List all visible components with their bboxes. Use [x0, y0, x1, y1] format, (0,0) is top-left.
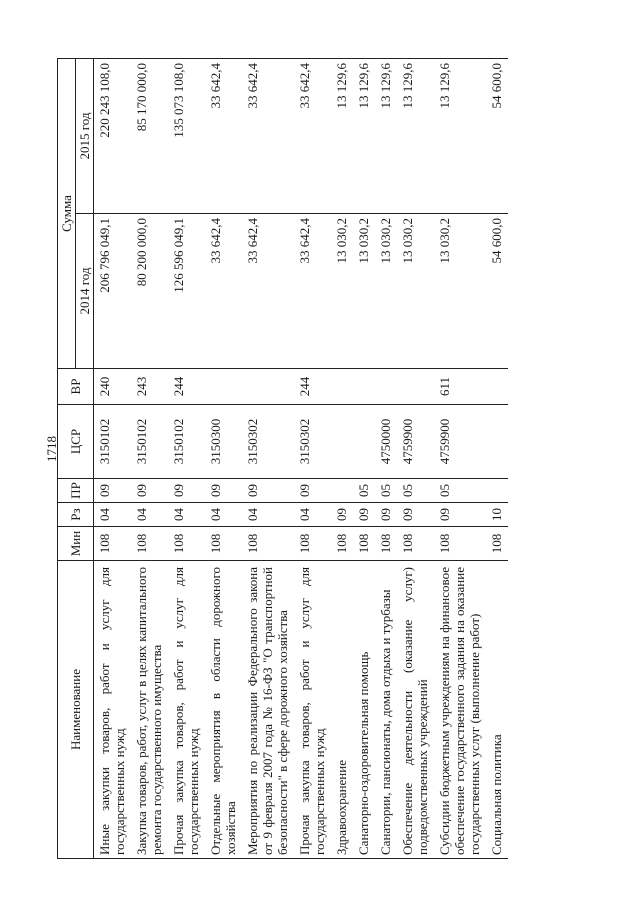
- row-pr: 09: [294, 479, 331, 503]
- row-csr: 3150102: [131, 405, 168, 479]
- row-rz: 04: [168, 503, 205, 527]
- row-sum-2015: 33 642,4: [205, 59, 242, 214]
- budget-table: [57, 58, 508, 859]
- header-min: Мин: [58, 527, 94, 561]
- row-csr: 4750000: [375, 405, 397, 479]
- row-vr: [353, 369, 375, 405]
- row-sum-2015: 135 073 108,0: [168, 59, 205, 214]
- row-rz: 04: [294, 503, 331, 527]
- row-vr: [397, 369, 434, 405]
- table-row: [205, 59, 242, 859]
- row-min: 108: [94, 527, 132, 561]
- row-sum-2014: 13 030,2: [375, 214, 397, 369]
- table-row: [434, 59, 486, 859]
- row-sum-2014: 126 596 049,1: [168, 214, 205, 369]
- row-min: 108: [486, 527, 508, 561]
- row-sum-2015: 13 129,6: [353, 59, 375, 214]
- row-rz: 09: [353, 503, 375, 527]
- row-sum-2015: 33 642,4: [242, 59, 294, 214]
- row-min: 108: [375, 527, 397, 561]
- header-rz: Рз: [58, 503, 94, 527]
- table-row: [486, 59, 508, 859]
- row-csr: 3150300: [205, 405, 242, 479]
- row-csr: [486, 405, 508, 479]
- row-rz: 09: [397, 503, 434, 527]
- row-min: 108: [168, 527, 205, 561]
- row-vr: 240: [94, 369, 132, 405]
- row-vr: 243: [131, 369, 168, 405]
- row-name: Отдельные мероприятия в области дорожного хозяйства: [205, 561, 242, 859]
- row-vr: [375, 369, 397, 405]
- page-number: 1718: [44, 436, 59, 462]
- row-min: 108: [294, 527, 331, 561]
- row-name: Субсидии бюджетным учреждениям на финансовое обеспечение государственного задания на оказание государственных услуг (выполнение работ): [434, 561, 486, 859]
- rotated-page-content: [57, 59, 557, 859]
- row-name: Здравоохранение: [331, 561, 353, 859]
- row-vr: [205, 369, 242, 405]
- row-name: Обеспечение деятельности (оказание услуг) подведомственных учреждений: [397, 561, 434, 859]
- row-sum-2015: 85 170 000,0: [131, 59, 168, 214]
- row-vr: 244: [168, 369, 205, 405]
- row-sum-2014: 13 030,2: [397, 214, 434, 369]
- row-sum-2015: 220 243 108,0: [94, 59, 132, 214]
- table-row: [353, 59, 375, 859]
- row-sum-2014: 13 030,2: [331, 214, 353, 369]
- row-csr: 3150302: [294, 405, 331, 479]
- table-row: [131, 59, 168, 859]
- header-year-2014: 2014 год: [76, 214, 94, 369]
- table-row: [168, 59, 205, 859]
- row-pr: 09: [168, 479, 205, 503]
- row-rz: 04: [94, 503, 132, 527]
- row-csr: [331, 405, 353, 479]
- row-min: 108: [131, 527, 168, 561]
- row-sum-2014: 33 642,4: [294, 214, 331, 369]
- row-sum-2014: 54 600,0: [486, 214, 508, 369]
- row-sum-2014: 80 200 000,0: [131, 214, 168, 369]
- row-vr: [331, 369, 353, 405]
- row-min: 108: [397, 527, 434, 561]
- row-pr: 05: [353, 479, 375, 503]
- table-row: [294, 59, 331, 859]
- row-pr: 05: [434, 479, 486, 503]
- row-min: 108: [331, 527, 353, 561]
- row-rz: 09: [434, 503, 486, 527]
- row-name: Социальная политика: [486, 561, 508, 859]
- row-vr: 244: [294, 369, 331, 405]
- row-name: Прочая закупка товаров, работ и услуг для государственных нужд: [294, 561, 331, 859]
- row-sum-2014: 13 030,2: [434, 214, 486, 369]
- row-sum-2014: 33 642,4: [205, 214, 242, 369]
- row-csr: 4759900: [434, 405, 486, 479]
- row-vr: 611: [434, 369, 486, 405]
- row-sum-2015: 13 129,6: [434, 59, 486, 214]
- row-name: Прочая закупка товаров, работ и услуг для государственных нужд: [168, 561, 205, 859]
- row-csr: [353, 405, 375, 479]
- row-sum-2014: 33 642,4: [242, 214, 294, 369]
- row-rz: 04: [205, 503, 242, 527]
- header-name: Наименование: [58, 561, 94, 859]
- row-vr: [486, 369, 508, 405]
- row-name: Мероприятия по реализации Федерального закона от 9 февраля 2007 года № 16-ФЗ "О транспортной безопасности" в сфере дорожного хозяйства: [242, 561, 294, 859]
- row-sum-2015: 54 600,0: [486, 59, 508, 214]
- row-rz: 04: [131, 503, 168, 527]
- row-sum-2014: 13 030,2: [353, 214, 375, 369]
- header-year-2015: 2015 год: [76, 59, 94, 214]
- table-row: [94, 59, 132, 859]
- header-pr: ПР: [58, 479, 94, 503]
- row-name: Закупка товаров, работ, услуг в целях капитального ремонта государственного имущества: [131, 561, 168, 859]
- row-pr: [331, 479, 353, 503]
- row-sum-2015: 13 129,6: [331, 59, 353, 214]
- row-min: 108: [353, 527, 375, 561]
- row-rz: 10: [486, 503, 508, 527]
- row-rz: 09: [375, 503, 397, 527]
- header-vr: ВР: [58, 369, 94, 405]
- row-min: 108: [434, 527, 486, 561]
- row-csr: 4759900: [397, 405, 434, 479]
- row-pr: 09: [94, 479, 132, 503]
- row-rz: 04: [242, 503, 294, 527]
- row-name: Санатории, пансионаты, дома отдыха и турбазы: [375, 561, 397, 859]
- row-min: 108: [242, 527, 294, 561]
- row-rz: 09: [331, 503, 353, 527]
- row-pr: [486, 479, 508, 503]
- row-csr: 3150302: [242, 405, 294, 479]
- row-pr: 09: [242, 479, 294, 503]
- table-row: [397, 59, 434, 859]
- row-min: 108: [205, 527, 242, 561]
- row-sum-2015: 33 642,4: [294, 59, 331, 214]
- row-sum-2015: 13 129,6: [375, 59, 397, 214]
- header-csr: ЦСР: [58, 405, 94, 479]
- header-sum: Сумма: [58, 59, 76, 369]
- table-header: [58, 59, 94, 859]
- row-pr: 05: [375, 479, 397, 503]
- table-row: [375, 59, 397, 859]
- table-body: [94, 59, 509, 859]
- row-sum-2015: 13 129,6: [397, 59, 434, 214]
- table-row: [331, 59, 353, 859]
- row-pr: 09: [131, 479, 168, 503]
- row-sum-2014: 206 796 049,1: [94, 214, 132, 369]
- row-name: Санаторно-оздоровительная помощь: [353, 561, 375, 859]
- row-pr: 09: [205, 479, 242, 503]
- table-row: [242, 59, 294, 859]
- row-pr: 05: [397, 479, 434, 503]
- row-name: Иные закупки товаров, работ и услуг для государственных нужд: [94, 561, 132, 859]
- row-csr: 3150102: [94, 405, 132, 479]
- row-vr: [242, 369, 294, 405]
- row-csr: 3150102: [168, 405, 205, 479]
